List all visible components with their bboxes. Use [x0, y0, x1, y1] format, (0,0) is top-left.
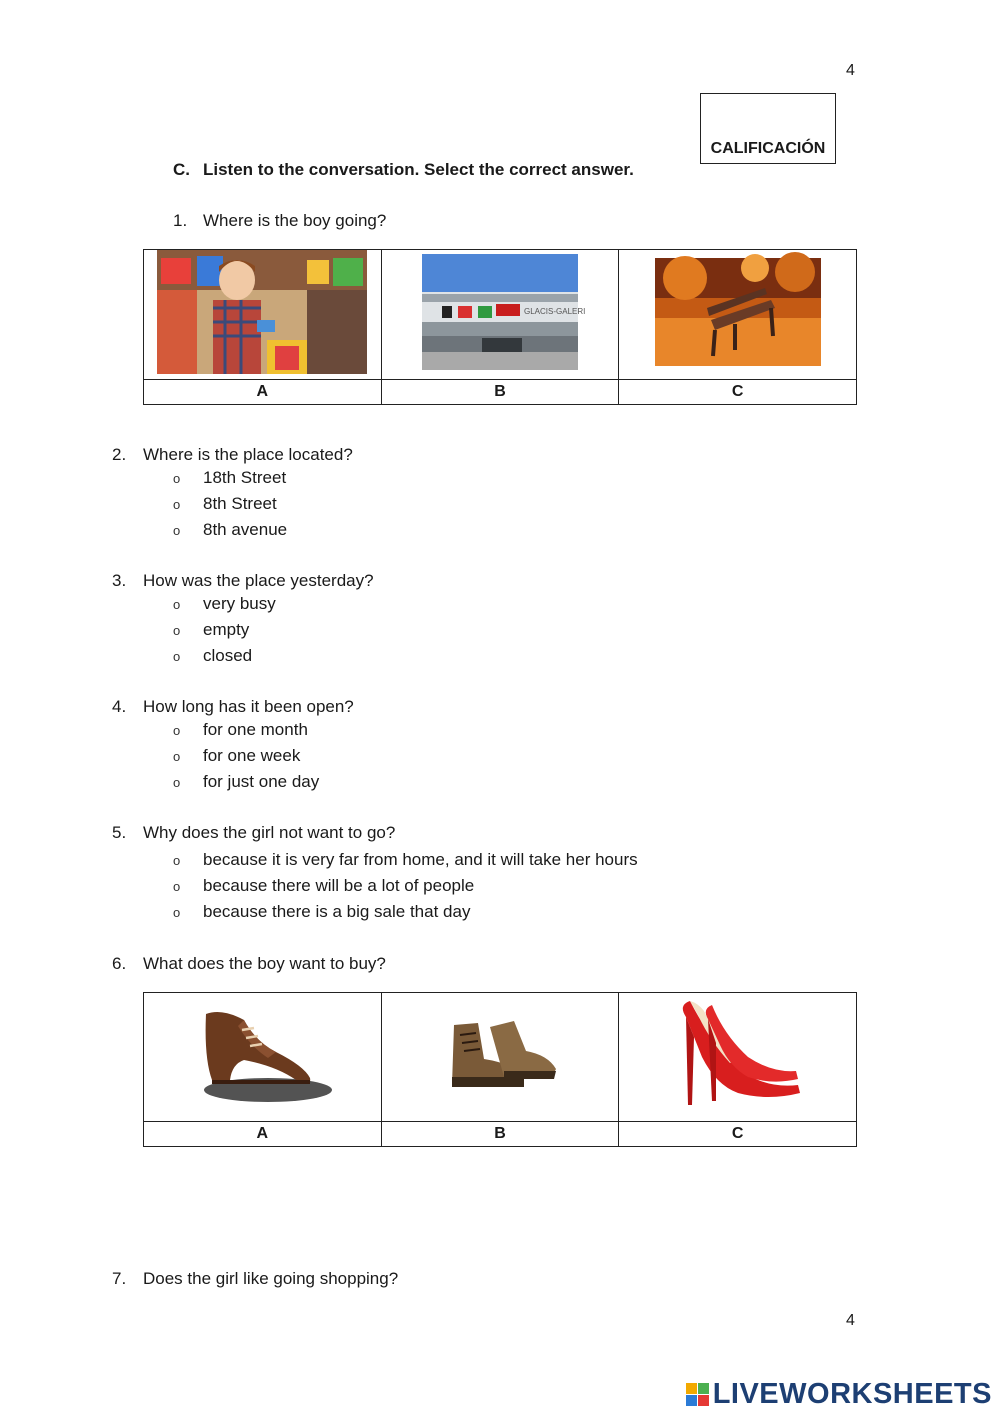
q1-choice-b-label[interactable]: B: [381, 380, 619, 405]
question-number: 5.: [112, 823, 127, 842]
question-text: Where is the boy going?: [203, 211, 387, 230]
option-label[interactable]: for one week: [203, 746, 301, 765]
liveworksheets-logo-icon: [686, 1383, 709, 1406]
q6-choice-c-label[interactable]: C: [619, 1122, 857, 1147]
grade-label: CALIFICACIÓN: [710, 140, 826, 157]
question-number: 3.: [112, 571, 127, 590]
q1-choice-table: [143, 249, 857, 405]
option-label[interactable]: empty: [203, 620, 250, 639]
question-number: 7.: [112, 1269, 127, 1288]
section-letter: C.: [173, 160, 190, 179]
option-radio[interactable]: o: [173, 523, 181, 538]
question-text: How was the place yesterday?: [143, 571, 374, 590]
option-radio[interactable]: o: [173, 497, 181, 512]
question-text: How long has it been open?: [143, 697, 354, 716]
option-radio[interactable]: o: [173, 905, 181, 920]
option-radio[interactable]: o: [173, 649, 181, 664]
dress-shoe-image: [192, 1000, 332, 1110]
option-label[interactable]: because it is very far from home, and it will take her hours: [203, 850, 638, 869]
q1-choice-a-label[interactable]: A: [144, 380, 382, 405]
q6-choice-a-cell[interactable]: [144, 993, 382, 1122]
option-radio[interactable]: o: [173, 775, 181, 790]
svg-text:GLACIS-GALERI: GLACIS-GALERI: [523, 307, 586, 316]
grade-box: [700, 93, 836, 164]
work-boots-image: [440, 1015, 560, 1095]
question-number: 6.: [112, 954, 127, 973]
question-number: 2.: [112, 445, 127, 464]
option-radio[interactable]: o: [173, 723, 181, 738]
section-instruction: Listen to the conversation. Select the correct answer.: [203, 160, 634, 179]
q1-choice-b-cell[interactable]: [381, 250, 619, 380]
option-radio[interactable]: o: [173, 853, 181, 868]
option-label[interactable]: 18th Street: [203, 468, 287, 487]
option-radio[interactable]: o: [173, 623, 181, 638]
toy-store-boy-image: [157, 250, 367, 374]
liveworksheets-brand-text: LIVEWORKSHEETS: [712, 1378, 992, 1410]
option-label[interactable]: very busy: [203, 594, 276, 613]
shopping-mall-image: [422, 254, 586, 370]
option-label[interactable]: because there will be a lot of people: [203, 876, 475, 895]
red-high-heels-image: [668, 997, 808, 1113]
q6-choice-table: [143, 992, 857, 1147]
question-text: Does the girl like going shopping?: [143, 1269, 399, 1288]
option-label[interactable]: 8th avenue: [203, 520, 288, 539]
option-radio[interactable]: o: [173, 597, 181, 612]
q6-choice-b-label[interactable]: B: [381, 1122, 619, 1147]
option-label[interactable]: for one month: [203, 720, 308, 739]
q1-choice-a-cell[interactable]: [144, 250, 382, 380]
q1-choice-c-cell[interactable]: [619, 250, 857, 380]
option-label[interactable]: because there is a big sale that day: [203, 902, 471, 921]
question-number: 1.: [173, 211, 188, 230]
park-bench-image: [655, 258, 821, 366]
page-number-top: 4: [846, 62, 855, 79]
option-radio[interactable]: o: [173, 879, 181, 894]
q6-choice-c-cell[interactable]: [619, 993, 857, 1122]
option-radio[interactable]: o: [173, 749, 181, 764]
q6-choice-a-label[interactable]: A: [144, 1122, 382, 1147]
question-text: Where is the place located?: [143, 445, 353, 464]
option-label[interactable]: 8th Street: [203, 494, 277, 513]
option-radio[interactable]: o: [173, 471, 181, 486]
option-label[interactable]: for just one day: [203, 772, 320, 791]
question-text: What does the boy want to buy?: [143, 954, 386, 973]
liveworksheets-logo: [686, 1378, 992, 1411]
q1-choice-c-label[interactable]: C: [619, 380, 857, 405]
q6-choice-b-cell[interactable]: [381, 993, 619, 1122]
page-number-bottom: 4: [846, 1312, 855, 1329]
question-number: 4.: [112, 697, 127, 716]
option-label[interactable]: closed: [203, 646, 253, 665]
question-text: Why does the girl not want to go?: [143, 823, 396, 842]
